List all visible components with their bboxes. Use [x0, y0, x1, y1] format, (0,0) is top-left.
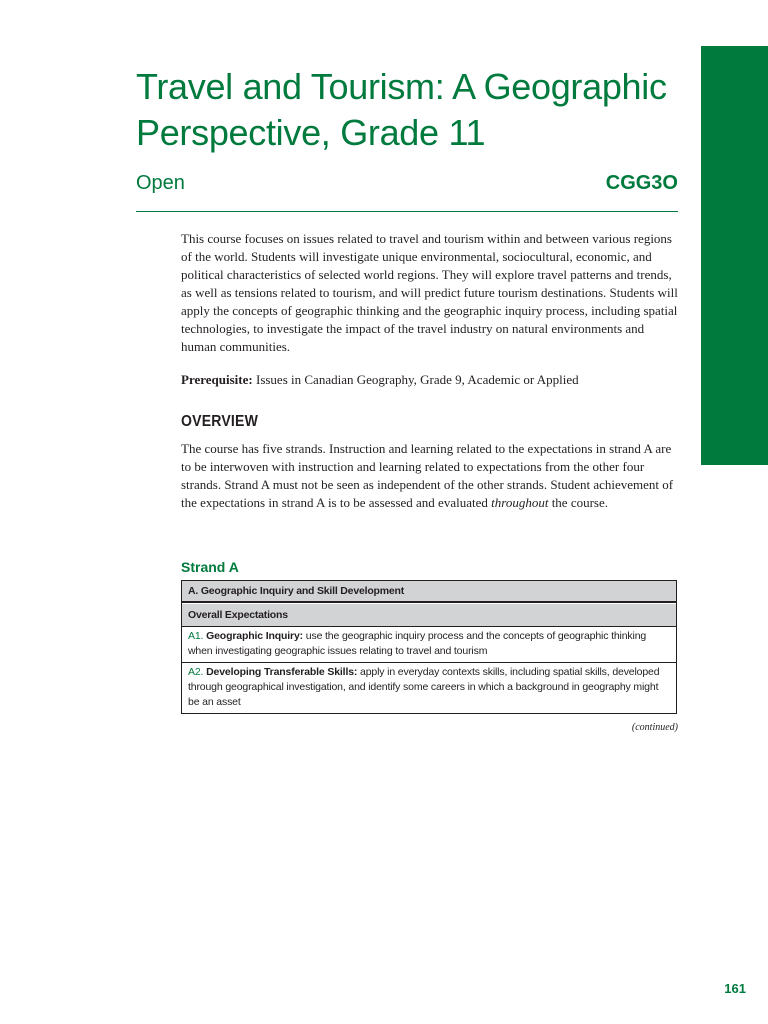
course-description: This course focuses on issues related to travel and tourism within and between various regions of the world. Students will investigate unique environmental, sociocultural, economic, and political characteristics of selected world regions. They will explore travel patterns and trends, as well as tensions related to tourism, and will predict future tourism destinations. Students will apply the concepts of geographic thinking and the geographic inquiry process, including spatial technologies, to investigate the impact of the travel industry on natural environments and human communities.: [181, 231, 678, 354]
expectation-row: [182, 627, 676, 662]
prerequisite-label: Prerequisite:: [181, 372, 253, 387]
strand-heading: Strand A: [181, 559, 239, 575]
overview-heading: OVERVIEW: [181, 413, 259, 430]
header-divider: [136, 211, 678, 212]
prerequisite-text: Issues in Canadian Geography, Grade 9, Academic or Applied: [252, 372, 579, 387]
overall-expectations-label: Overall Expectations: [182, 604, 676, 627]
strand-table: [181, 580, 677, 714]
expectation-text: use the geographic inquiry process and the concepts of geographic thinking when investigating geographic issues relating to travel and tourism: [188, 630, 647, 657]
expectation-number: A1.: [188, 630, 204, 642]
overview-text-main: The course has five strands. Instruction and learning related to the expectations in strand A are to be interwoven with instruction and learning related to expectations from the other four strands. Strand A must not be seen as independent of the other strands. Student achievement of the expectations in strand A is to be assessed and evaluated: [181, 441, 674, 510]
course-title: [136, 64, 696, 156]
expectation-number: A2.: [188, 666, 204, 678]
expectation-name: Developing Transferable Skills:: [206, 666, 358, 678]
continued-note: (continued): [631, 722, 678, 733]
section-color-tab: [701, 46, 768, 465]
overview-text-emphasis: throughout: [491, 495, 549, 510]
expectation-text: apply in everyday contexts skills, including spatial skills, developed through geographical investigation, and identify some careers in which a background in geography might be an asset: [188, 666, 660, 708]
prerequisite: [181, 371, 679, 389]
overview-text-end: the course.: [548, 495, 608, 510]
overview-text: [181, 440, 679, 512]
course-meta-row: [136, 172, 678, 200]
expectation-name: Geographic Inquiry:: [206, 630, 304, 642]
strand-table-title: A. Geographic Inquiry and Skill Development: [182, 581, 676, 603]
page-number: 161: [724, 981, 746, 996]
expectation-row: [182, 662, 676, 713]
course-title-line-2: Perspective, Grade 11: [136, 112, 486, 153]
course-code: CGG3O: [605, 172, 678, 194]
course-type: Open: [136, 172, 185, 194]
course-title-line-1: Travel and Tourism: A Geographic: [136, 66, 667, 107]
